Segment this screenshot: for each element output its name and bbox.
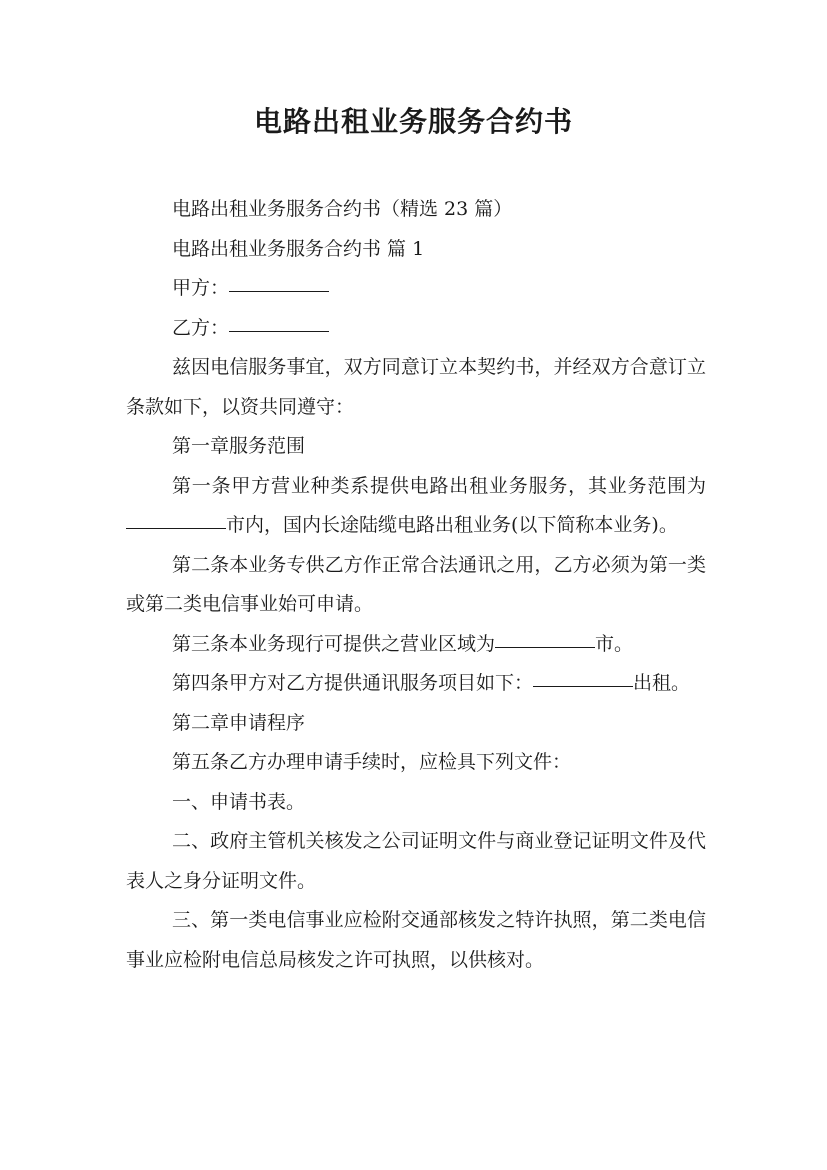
paragraph-text: 甲方： bbox=[172, 277, 230, 299]
paragraph bbox=[126, 190, 706, 230]
paragraph bbox=[126, 704, 706, 744]
paragraph-text: 第二章申请程序 bbox=[172, 711, 306, 734]
paragraph bbox=[126, 269, 706, 309]
paragraph-text: 三、第一类电信事业应检附交通部核发之特许执照，第二类电信事业应检附电信总局核发之许可执照，以供核对。 bbox=[126, 909, 706, 971]
paragraph-text: 市内，国内长途陆缆电路出租业务(以下简称本业务)。 bbox=[226, 514, 678, 536]
paragraph bbox=[126, 309, 706, 349]
paragraph bbox=[126, 427, 706, 467]
paragraph-text: 第五条乙方办理申请手续时，应检具下列文件： bbox=[172, 751, 572, 773]
paragraph-text: 市。 bbox=[595, 632, 634, 655]
paragraph-text: 电路出租业务服务合约书 篇 1 bbox=[172, 237, 425, 260]
paragraph-text: 第二条本业务专供乙方作正常合法通讯之用，乙方必须为第一类或第二类电信事业始可申请。 bbox=[126, 553, 706, 615]
fill-in-blank bbox=[229, 330, 329, 332]
paragraph bbox=[126, 901, 706, 980]
paragraph-text: 电路出租业务服务合约书（精选 23 篇） bbox=[172, 198, 513, 220]
fill-in-blank bbox=[229, 290, 329, 292]
paragraph-text: 第一条甲方营业种类系提供电路出租业务服务，其业务范围为 bbox=[172, 474, 706, 497]
paragraph-text: 一、申请书表。 bbox=[172, 790, 306, 813]
paragraph-text: 二、政府主管机关核发之公司证明文件与商业登记证明文件及代表人之身分证明文件。 bbox=[126, 830, 706, 892]
fill-in-blank bbox=[126, 527, 226, 529]
paragraph bbox=[126, 546, 706, 625]
paragraph-text: 第一章服务范围 bbox=[172, 435, 306, 457]
paragraph-text: 出租。 bbox=[633, 672, 691, 694]
paragraph bbox=[126, 625, 706, 665]
document-body bbox=[126, 190, 706, 980]
paragraph bbox=[126, 664, 706, 704]
document-title: 电路出租业务服务合约书 bbox=[253, 105, 573, 138]
paragraph bbox=[126, 348, 706, 427]
fill-in-blank bbox=[533, 685, 633, 687]
paragraph-text: 第三条本业务现行可提供之营业区域为 bbox=[172, 632, 496, 655]
paragraph bbox=[126, 743, 706, 783]
paragraph bbox=[126, 230, 706, 270]
fill-in-blank bbox=[495, 646, 595, 648]
paragraph-text: 第四条甲方对乙方提供通讯服务项目如下： bbox=[172, 672, 534, 694]
paragraph-text: 乙方： bbox=[172, 316, 230, 339]
paragraph bbox=[126, 822, 706, 901]
paragraph bbox=[126, 467, 706, 546]
paragraph-text: 兹因电信服务事宜，双方同意订立本契约书，并经双方合意订立条款如下，以资共同遵守： bbox=[126, 356, 706, 418]
paragraph bbox=[126, 783, 706, 823]
